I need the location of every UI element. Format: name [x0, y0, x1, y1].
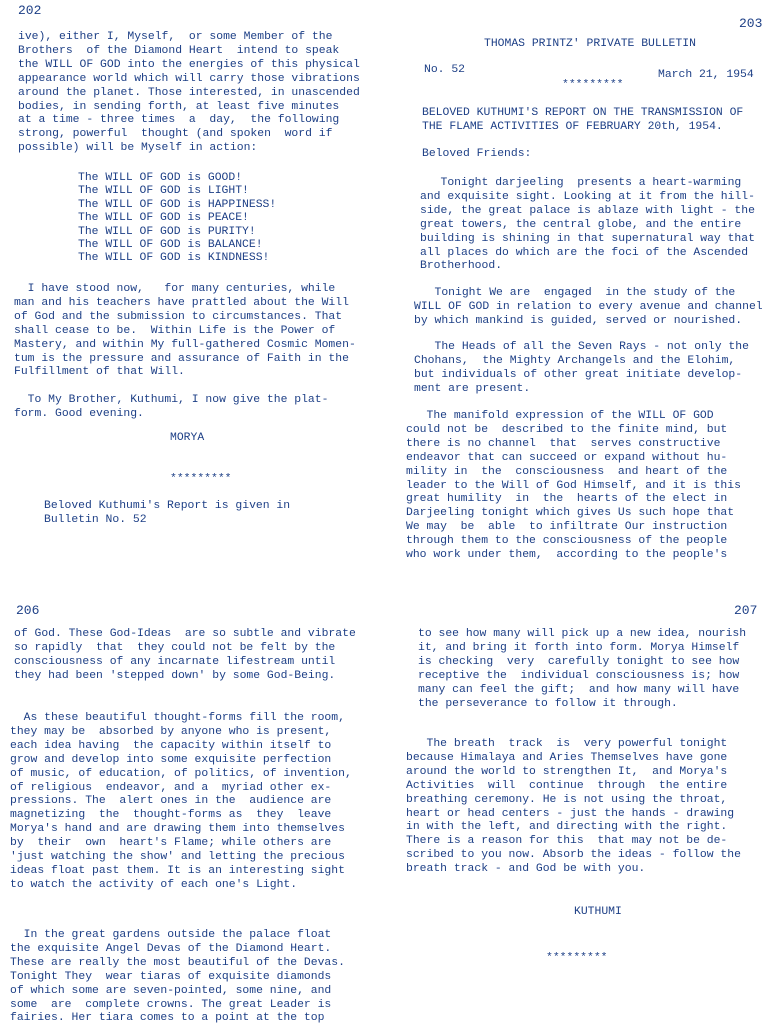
text-line: WILL OF GOD in relation to every avenue and channel	[414, 300, 763, 313]
text-line: BELOVED KUTHUMI'S REPORT ON THE TRANSMISSION OF	[422, 107, 744, 119]
text-line: around the planet. Those interested, in unascended	[18, 86, 360, 99]
text-line: These are really the most beautiful of the Devas.	[10, 956, 345, 969]
text-line: pressions. The alert ones in the audience are	[10, 795, 332, 808]
text-line: tum is the pressure and assurance of Faith in the	[14, 352, 349, 365]
text-line: endeavor that can succeed or expand without hu-	[406, 451, 728, 464]
text-line: there is no channel that serves constructive	[406, 437, 721, 450]
text-line: the WILL OF GOD into the energies of this physical	[18, 58, 360, 71]
text-line: ment are present.	[414, 382, 531, 395]
text-line: Bulletin No. 52	[44, 513, 147, 526]
text-line: they had been 'stepped down' by some God-Being.	[14, 669, 336, 682]
paragraph	[420, 177, 755, 274]
text-line: I have stood now, for many centuries, while	[14, 283, 336, 295]
text-line: grow and develop into some exquisite perfection	[10, 753, 332, 766]
page-206	[0, 600, 384, 1024]
text-line: There is a reason for this that may not be de-	[406, 835, 728, 848]
text-line: to see how many will pick up a new idea, nourish	[418, 628, 747, 640]
text-line: it, and bring it forth into form. Morya Himself	[418, 641, 740, 654]
text-line: The Heads of all the Seven Rays - not only the	[414, 341, 749, 353]
text-line: The WILL OF GOD is HAPPINESS!	[78, 198, 277, 211]
text-line: Darjeeling tonight which gives Us such hope that	[406, 507, 735, 520]
text-line: ideas float past them. It is an interesting sight	[10, 864, 345, 877]
text-line: Fulfillment of that Will.	[14, 366, 185, 379]
page-number: 207	[734, 603, 758, 618]
text-line: The WILL OF GOD is PEACE!	[78, 212, 249, 225]
bulletin-title: THOMAS PRINTZ' PRIVATE BULLETIN	[484, 38, 696, 50]
text-line: could not be described to the finite mind, but	[406, 423, 728, 436]
text-line: Brothers of the Diamond Heart intend to speak	[18, 44, 340, 57]
text-line: each idea having the capacity within itself to	[10, 739, 332, 752]
text-line: Beloved Kuthumi's Report is given in	[44, 500, 291, 512]
bulletin-date: March 21, 1954	[658, 69, 754, 81]
text-line: by which mankind is guided, served or nourished.	[414, 314, 743, 327]
text-line: who work under them, according to the people's	[406, 549, 728, 562]
text-line: receptive the individual consciousness is; how	[418, 669, 740, 682]
salutation: Beloved Friends:	[422, 148, 532, 160]
page-203	[384, 0, 768, 600]
page-207	[384, 600, 768, 1024]
text-line: Mastery, and within My full-gathered Cosmic Momen-	[14, 338, 356, 351]
text-line: To My Brother, Kuthumi, I now give the plat-	[14, 394, 329, 406]
page-number: 206	[16, 603, 40, 618]
text-line: many can feel the gift; and how many will have	[418, 683, 740, 696]
text-line: breathing ceremony. He is not using the throat,	[406, 793, 728, 806]
paragraph	[14, 394, 328, 422]
text-line: The WILL OF GOD is LIGHT!	[78, 185, 249, 198]
signature: MORYA	[170, 432, 205, 444]
report-title	[422, 107, 743, 135]
text-line: appearance world which will carry those vibrations	[18, 72, 360, 85]
text-line: of religious endeavor, and a myriad other ex-	[10, 781, 332, 794]
separator-stars: *********	[170, 473, 232, 485]
text-line: The WILL OF GOD is GOOD!	[78, 172, 243, 184]
text-line: As these beautiful thought-forms fill the room,	[10, 712, 345, 724]
signature: KUTHUMI	[574, 906, 622, 918]
text-line: scribed to you now. Absorb the ideas - follow the	[406, 849, 741, 862]
text-line: side, the great palace is ablaze with light - the	[420, 204, 755, 217]
text-line: heart or head centers - just the hands - drawing	[406, 807, 735, 820]
text-line: form. Good evening.	[14, 407, 144, 420]
text-line: shall cease to be. Within Life is the Power of	[14, 324, 336, 337]
paragraph	[14, 628, 356, 684]
text-line: of God. These God-Ideas are so subtle and vibrate	[14, 628, 356, 640]
text-line: man and his teachers have prattled about the Will	[14, 296, 349, 309]
text-line: to watch the activity of each one's Light.	[10, 878, 298, 891]
text-line: and exquisite sight. Looking at it from the hill-	[420, 190, 755, 203]
text-line: the exquisite Angel Devas of the Diamond Heart.	[10, 942, 332, 955]
text-line: We may be able to infiltrate Our instruction	[406, 521, 728, 534]
paragraph	[10, 929, 345, 1024]
text-line: leader to the Will of God Himself, and it is this	[406, 479, 741, 492]
text-line: because Himalaya and Aries Themselves have gone	[406, 751, 728, 764]
text-line: is checking very carefully tonight to see how	[418, 655, 740, 668]
text-line: the perseverance to follow it through.	[418, 697, 678, 710]
text-line: The WILL OF GOD is BALANCE!	[78, 239, 263, 252]
text-line: so rapidly that they could not be felt by the	[14, 641, 336, 654]
text-line: The manifold expression of the WILL OF GOD	[406, 410, 714, 422]
text-line: fairies. Her tiara comes to a point at the top	[10, 1012, 325, 1024]
text-line: magnetizing the thought-forms as they leave	[10, 809, 332, 822]
paragraph	[10, 712, 352, 893]
text-line: 'just watching the show' and letting the precious	[10, 851, 345, 864]
text-line: in with the left, and directing with the right.	[406, 821, 728, 834]
text-line: THE FLAME ACTIVITIES OF FEBRUARY 20th, 1954.	[422, 120, 723, 133]
text-line: breath track - and God be with you.	[406, 863, 646, 876]
paragraph	[406, 410, 741, 563]
paragraph	[14, 283, 356, 380]
page-number: 203	[739, 16, 763, 31]
text-line: Brotherhood.	[420, 260, 503, 273]
text-line: Tonight We are engaged in the study of the	[414, 287, 736, 299]
text-line: The WILL OF GOD is KINDNESS!	[78, 252, 270, 265]
page-202	[0, 0, 384, 600]
text-line: strong, powerful thought (and spoken word if	[18, 128, 333, 141]
text-line: possible) will be Myself in action:	[18, 142, 258, 155]
paragraph	[406, 738, 741, 877]
paragraph	[18, 31, 360, 156]
text-line: ive), either I, Myself, or some Member of the	[18, 31, 333, 43]
text-line: building is shining in that supernatural way that	[420, 232, 755, 245]
text-line: great towers, the central globe, and the entire	[420, 218, 742, 231]
bulletin-note	[44, 500, 290, 528]
text-line: by their own heart's Flame; while others are	[10, 837, 332, 850]
text-line: Morya's hand and are drawing them into themselves	[10, 823, 345, 836]
text-line: of God and the submission to circumstances. That	[14, 310, 343, 323]
text-line: they may be absorbed by anyone who is present,	[10, 725, 332, 738]
separator-stars: *********	[562, 79, 624, 91]
text-line: through them to the consciousness of the people	[406, 535, 728, 548]
paragraph	[414, 287, 763, 329]
text-line: all places do which are the foci of the Ascended	[420, 246, 749, 259]
text-line: of which some are seven-pointed, some nine, and	[10, 984, 332, 997]
text-line: The WILL OF GOD is PURITY!	[78, 225, 256, 238]
text-line: around the world to strengthen It, and Morya's	[406, 765, 728, 778]
page-number: 202	[18, 3, 42, 18]
text-line: mility in the consciousness and heart of the	[406, 465, 728, 478]
text-line: Chohans, the Mighty Archangels and the Elohim,	[414, 354, 736, 367]
text-line: bodies, in sending forth, at least five minutes	[18, 100, 340, 113]
text-line: at a time - three times a day, the following	[18, 114, 340, 127]
text-line: In the great gardens outside the palace float	[10, 929, 332, 941]
text-line: great humility in the hearts of the elect in	[406, 493, 728, 506]
text-line: Tonight They wear tiaras of exquisite diamonds	[10, 970, 332, 983]
separator-stars: *********	[546, 952, 608, 964]
text-line: Tonight darjeeling presents a heart-warming	[420, 177, 742, 189]
text-line: but individuals of other great initiate develop-	[414, 368, 743, 381]
text-line: The breath track is very powerful tonight	[406, 738, 728, 750]
paragraph	[414, 341, 749, 397]
text-line: of music, of education, of politics, of invention,	[10, 767, 352, 780]
affirmations-list	[78, 172, 276, 266]
text-line: some are complete crowns. The great Leader is	[10, 998, 332, 1011]
paragraph	[418, 628, 746, 711]
text-line: Activities will continue through the entire	[406, 779, 728, 792]
bulletin-number: No. 52	[424, 64, 466, 76]
text-line: consciousness of any incarnate lifestream until	[14, 655, 336, 668]
